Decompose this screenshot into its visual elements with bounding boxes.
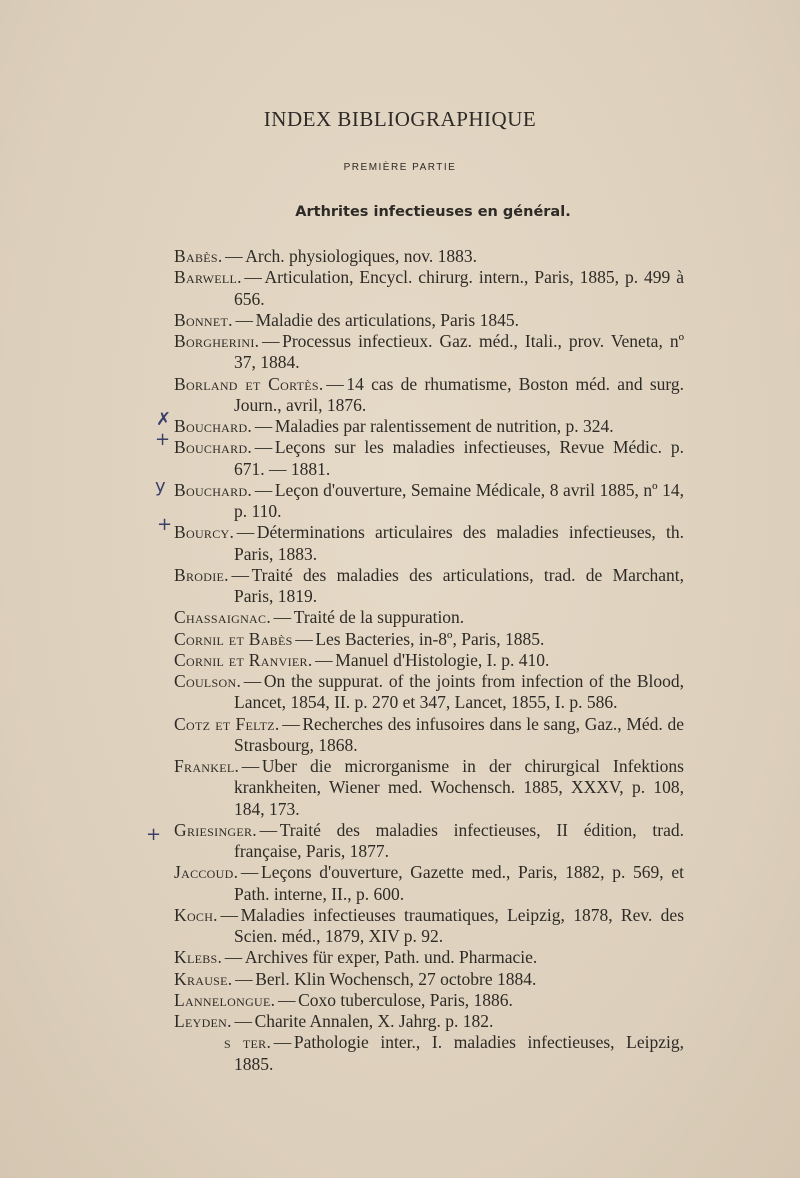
entry-author: Chassaignac.	[174, 607, 271, 628]
bibliography-entry: Borgherini. — Processus infectieux. Gaz. méd., Itali., prov. Veneta, nº 37, 1884.	[174, 331, 684, 373]
entry-text: 14 cas de rhumatisme, Boston méd. and surg. Journ., avril, 1876.	[234, 373, 685, 415]
bibliography-entry: Bonnet. — Maladie des articulations, Paris 1845.	[174, 309, 519, 330]
entry-text: Articulation, Encycl. chirurg. intern., Paris, 1885, p. 499 à 656.	[234, 267, 684, 309]
entry-text: Les Bacteries, in-8º, Paris, 1885.	[315, 628, 545, 649]
bibliography-entry: s ter. — Pathologie inter., I. maladies infectieuses, Leipzig, 1885.	[224, 1032, 684, 1074]
entry-text: Processus infectieux. Gaz. méd., Itali., prov. Veneta, nº 37, 1884.	[234, 331, 684, 373]
entry-text: Arch. physiologiques, nov. 1883.	[245, 246, 477, 266]
bibliography-entry: Bouchard. — Leçon d'ouverture, Semaine Médicale, 8 avril 1885, nº 14, p. 110.	[174, 479, 684, 521]
bibliography-entry: Koch. — Maladies infectieuses traumatiques, Leipzig, 1878, Rev. des Scien. méd., 1879, XIV p. 92.	[174, 904, 684, 946]
entry-text: Traité des maladies des articulations, trad. de Marchant, Paris, 1819.	[234, 564, 684, 606]
handwritten-mark: y	[155, 476, 166, 497]
section-heading: Arthrites infectieuses en général.	[295, 204, 571, 220]
bibliography-entry: Bouchard. — Maladies par ralentissement de nutrition, p. 324.	[174, 416, 614, 436]
entry-text: Leçon d'ouverture, Semaine Médicale, 8 avril 1885, nº 14, p. 110.	[234, 479, 684, 521]
entry-author: Krause.	[174, 968, 233, 989]
entry-author: Brodie.	[174, 564, 229, 585]
bibliography-entry: Babès. — Arch. physiologiques, nov. 1883.	[174, 246, 477, 266]
entry-author: Frankel.	[174, 756, 240, 776]
entry-author: Koch.	[174, 904, 218, 925]
handwritten-mark: +	[146, 824, 162, 845]
entry-text: Maladies infectieuses traumatiques, Leipzig, 1878, Rev. des Scien. méd., 1879, XIV p. 92.	[234, 904, 684, 946]
bibliography-entry: Cornil et Ranvier. — Manuel d'Histologie, I. p. 410.	[174, 649, 550, 670]
handwritten-mark: +	[155, 429, 171, 450]
entry-text: Traité de la suppuration.	[293, 607, 465, 628]
bibliography-entry: Krause. — Berl. Klin Wochensch, 27 octobre 1884.	[174, 968, 537, 989]
handwritten-mark: ✗	[156, 409, 172, 430]
entry-text: Déterminations articulaires des maladies infectieuses, th. Paris, 1883.	[234, 522, 684, 564]
entry-text: Pathologie inter., I. maladies infectieuses, Leipzig, 1885.	[234, 1032, 684, 1074]
entry-text: Leçons sur les maladies infectieuses, Revue Médic. p. 671. — 1881.	[234, 437, 684, 479]
entry-author: Bouchard.	[174, 416, 253, 436]
entry-text: Archives für exper, Path. und. Pharmacie.	[244, 947, 538, 968]
entry-text: Recherches des infusoires dans le sang, Gaz., Méd. de Strasbourg, 1868.	[234, 713, 685, 755]
entry-author: Barwell.	[174, 267, 242, 288]
entry-author: Jaccoud.	[174, 862, 239, 883]
bibliography-entry: Borland et Cortès. — 14 cas de rhumatisme, Boston méd. and surg. Journ., avril, 1876.	[174, 373, 685, 415]
bibliography-entry: Brodie. — Traité des maladies des articulations, trad. de Marchant, Paris, 1819.	[174, 564, 684, 606]
part-heading: PREMIÈRE PARTIE	[343, 162, 457, 173]
entry-text: Berl. Klin Wochensch, 27 octobre 1884.	[255, 968, 537, 989]
bibliography-entry: Cotz et Feltz. — Recherches des infusoires dans le sang, Gaz., Méd. de Strasbourg, 1868.	[174, 713, 685, 755]
bibliography-entry: Bouchard. — Leçons sur les maladies infectieuses, Revue Médic. p. 671. — 1881.	[174, 437, 684, 479]
page-title: INDEX BIBLIOGRAPHIQUE	[263, 107, 537, 131]
bibliography-entry: Klebs. — Archives für exper, Path. und. Pharmacie.	[174, 947, 538, 968]
bibliography-entry: Frankel. — Uber die microrganisme in der chirurgical Infektions krankheiten, Wiener med. Wochensch. 1885, XXXV, p. 108, 184, 173.	[174, 756, 684, 819]
entry-text: On the suppurat. of the joints from infection of the Blood, Lancet, 1854, II. p. 270 et 347, Lancet, 1855, I. p. 586.	[234, 671, 684, 713]
entry-text: Charite Annalen, X. Jahrg. p. 182.	[254, 1011, 494, 1031]
bibliography-entry: Lannelongue. — Coxo tuberculose, Paris, 1886.	[174, 989, 513, 1010]
entry-text: Uber die microrganisme in der chirurgical Infektions krankheiten, Wiener med. Wochensch. 1885, XXXV, p. 108, 184, 173.	[234, 756, 684, 819]
entry-author: Bourcy.	[174, 522, 235, 543]
entry-author: Cotz et Feltz.	[174, 713, 280, 734]
bibliography-entry: Griesinger. — Traité des maladies infectieuses, II édition, trad. française, Paris, 1877.	[174, 819, 684, 861]
entry-text: Coxo tuberculose, Paris, 1886.	[298, 989, 513, 1010]
entry-author: Lannelongue.	[174, 989, 276, 1010]
bibliography-entry: Barwell. — Articulation, Encycl. chirurg. intern., Paris, 1885, p. 499 à 656.	[174, 267, 684, 309]
entry-author: Klebs.	[174, 947, 223, 968]
entry-author: Cornil et Ranvier.	[174, 649, 313, 670]
entry-author: Coulson.	[174, 671, 242, 691]
entry-author: Bouchard.	[174, 437, 253, 458]
bibliography-entry: Chassaignac. — Traité de la suppuration.	[174, 607, 465, 628]
entry-text: Traité des maladies infectieuses, II édition, trad. française, Paris, 1877.	[234, 819, 684, 861]
entry-text: Maladies par ralentissement de nutrition, p. 324.	[274, 416, 614, 436]
entry-author: s ter.	[224, 1032, 272, 1053]
bibliography-entry: Leyden. — Charite Annalen, X. Jahrg. p. 182.	[174, 1011, 494, 1031]
entry-author: Griesinger.	[174, 819, 257, 840]
entry-author: Bouchard.	[174, 479, 253, 500]
bibliography-entry: Bourcy. — Déterminations articulaires des maladies infectieuses, th. Paris, 1883.	[174, 522, 684, 564]
entry-author: Babès.	[174, 246, 223, 266]
bibliography-list	[174, 246, 684, 1075]
bibliography-entry: Coulson. — On the suppurat. of the joints from infection of the Blood, Lancet, 1854, II. p. 270 et 347, Lancet, 1855, I. p. 586.	[174, 671, 684, 713]
entry-text: Manuel d'Histologie, I. p. 410.	[335, 649, 550, 670]
entry-author: Leyden.	[174, 1011, 232, 1031]
bibliography-entry: Jaccoud. — Leçons d'ouverture, Gazette med., Paris, 1882, p. 569, et Path. interne, II., p. 600.	[174, 862, 684, 904]
entry-text: Maladie des articulations, Paris 1845.	[255, 309, 519, 330]
handwritten-mark: +	[157, 514, 173, 535]
entry-author: Borgherini.	[174, 331, 260, 351]
entry-author: Cornil et Babès	[174, 628, 293, 649]
bibliography-entry: Cornil et Babès — Les Bacteries, in-8º, Paris, 1885.	[174, 628, 545, 649]
entry-author: Bonnet.	[174, 309, 233, 330]
entry-text: Leçons d'ouverture, Gazette med., Paris, 1882, p. 569, et Path. interne, II., p. 600.	[234, 862, 684, 904]
entry-author: Borland et Cortès.	[174, 373, 324, 394]
